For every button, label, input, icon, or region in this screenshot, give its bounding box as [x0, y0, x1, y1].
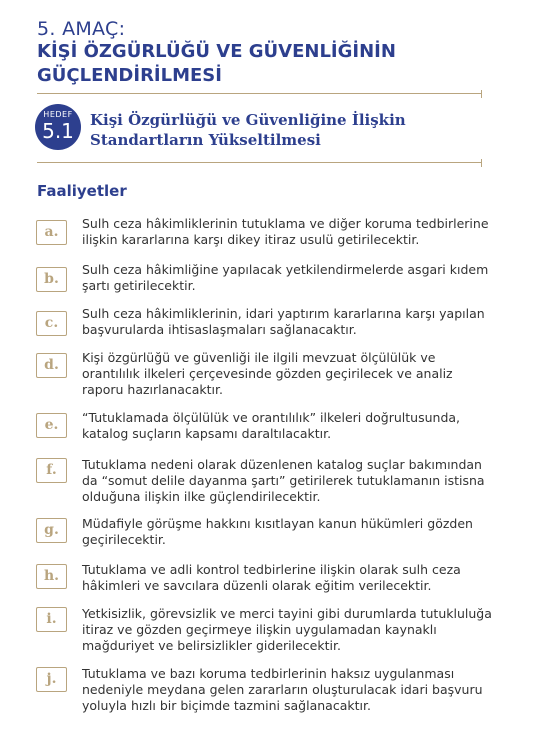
- activity-letter: g.: [36, 518, 67, 543]
- activity-letter: e.: [36, 413, 67, 438]
- activity-letter: a.: [36, 220, 67, 245]
- divider-top: [37, 93, 482, 94]
- activity-text: Yetkisizlik, görevsizlik ve merci tayini gibi durumlarda tutukluluğa itiraz ve gözden geçirmeye ilişkin uygulamadan kaynaklı mağduriyet ve belirsizlikler giderilecektir.: [82, 606, 492, 653]
- activity-text: Kişi özgürlüğü ve güvenliği ile ilgili mevzuat ölçülülük ve orantılılık ilkeleri çerçevesinde gözden geçirilecek ve analiz raporu hazırlanacaktır.: [82, 350, 453, 397]
- activity-text: Müdafiyle görüşme hakkını kısıtlayan kanun hükümleri gözden geçirilecektir.: [82, 516, 473, 547]
- target-badge-number: 5.1: [42, 119, 74, 143]
- activity-text: Tutuklama ve adli kontrol tedbirlerine ilişkin olarak sulh ceza hâkimleri ve savcılara düzenli olarak eğitim verilecektir.: [82, 562, 461, 593]
- target-title: Kişi Özgürlüğü ve Güvenliğine İlişkin Standartların Yükseltilmesi: [90, 111, 406, 149]
- activity-text: Sulh ceza hâkimliklerinin, idari yaptırım kararlarına karşı yapılan başvurularda ihtisaslaşmaları sağlanacaktır.: [82, 306, 485, 337]
- activities-heading: Faaliyetler: [37, 182, 127, 200]
- activity-text: Sulh ceza hâkimliğine yapılacak yetkilendirmelerde asgari kıdem şartı getirilecektir.: [82, 262, 489, 293]
- activity-letter: f.: [36, 458, 67, 483]
- target-badge-label: HEDEF: [43, 110, 73, 119]
- activity-text: Tutuklama ve bazı koruma tedbirlerinin haksız uygulanması nedeniyle meydana gelen zararların oluşturulacak idari başvuru yoluyla hızlı bir biçimde tazmini sağlanacaktır.: [82, 666, 483, 713]
- goal-number: 5. AMAÇ:: [37, 18, 126, 40]
- activity-letter: i.: [36, 607, 67, 632]
- activity-text: “Tutuklamada ölçülülük ve orantılılık” ilkeleri doğrultusunda, katalog suçların kapsamı daraltılacaktır.: [82, 410, 461, 441]
- activity-text: Tutuklama nedeni olarak düzenlenen katalog suçlar bakımından da “somut delile dayanma şartı” getirilerek tutuklamanın istisna olduğuna ilişkin ilke güçlendirilecektir.: [82, 457, 485, 504]
- target-badge: [35, 104, 81, 150]
- activity-text: Sulh ceza hâkimliklerinin tutuklama ve diğer koruma tedbirlerine ilişkin kararlarına karşı dikey itiraz usulü getirilecektir.: [82, 216, 489, 247]
- activity-letter: d.: [36, 353, 67, 378]
- activity-letter: h.: [36, 564, 67, 589]
- activity-letter: b.: [36, 267, 67, 292]
- goal-title: KİŞİ ÖZGÜRLÜĞÜ VE GÜVENLİĞİNİN GÜÇLENDİRİLMESİ: [37, 41, 396, 86]
- divider-bottom: [37, 162, 482, 163]
- activity-letter: c.: [36, 311, 67, 336]
- activity-letter: j.: [36, 667, 67, 692]
